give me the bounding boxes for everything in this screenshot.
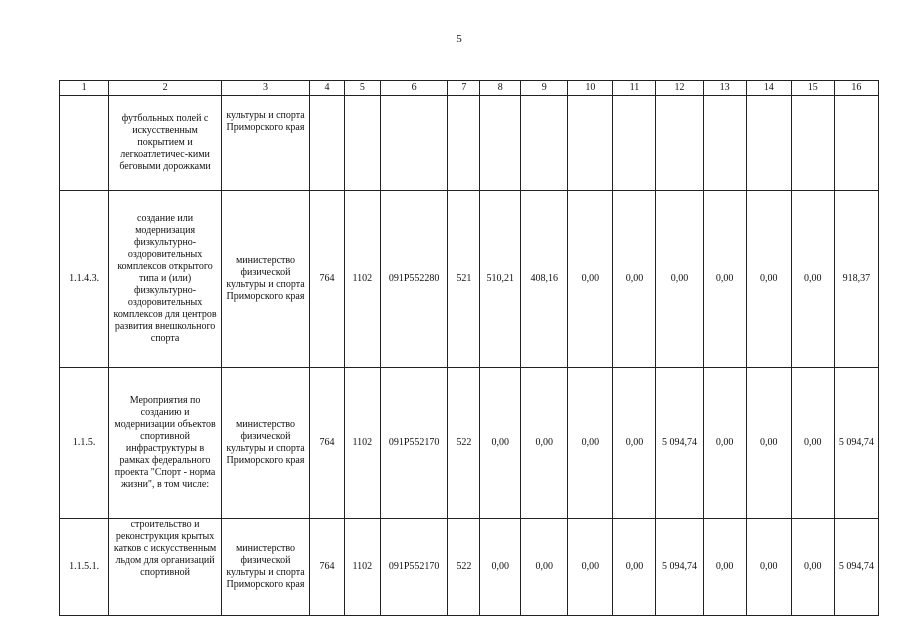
row-number: 1.1.4.3. xyxy=(60,191,109,368)
cell-value: 0,00 xyxy=(791,368,834,519)
measure-name: строительство и реконструкция крытых катков с искусственным льдом для организаций спортивной xyxy=(109,519,222,616)
cell-value xyxy=(791,96,834,191)
row-number: 1.1.5.1. xyxy=(60,519,109,616)
cell-value: 0,00 xyxy=(656,191,703,368)
cell-section xyxy=(344,96,380,191)
cell-value xyxy=(613,96,656,191)
cell-value: 0,00 xyxy=(703,519,746,616)
table-row xyxy=(60,191,879,368)
column-header: 12 xyxy=(656,81,703,96)
cell-grbs: 764 xyxy=(310,191,345,368)
header-row xyxy=(60,81,879,96)
column-header: 16 xyxy=(834,81,878,96)
cell-value xyxy=(568,96,613,191)
column-header: 14 xyxy=(746,81,791,96)
budget-table xyxy=(59,80,879,616)
column-header: 1 xyxy=(60,81,109,96)
cell-section: 1102 xyxy=(344,368,380,519)
cell-value xyxy=(703,96,746,191)
cell-section: 1102 xyxy=(344,191,380,368)
responsible-org: министерство физической культуры и спорта Приморского края xyxy=(221,191,309,368)
cell-value: 510,21 xyxy=(480,191,521,368)
responsible-org: культуры и спорта Приморского края xyxy=(221,96,309,191)
cell-value: 0,00 xyxy=(791,191,834,368)
cell-value: 5 094,74 xyxy=(656,519,703,616)
column-header: 9 xyxy=(521,81,568,96)
cell-target-article xyxy=(380,96,448,191)
cell-value: 0,00 xyxy=(521,368,568,519)
column-header: 15 xyxy=(791,81,834,96)
measure-name: создание или модернизация физкультурно-оздоровительных комплексов открытого типа и (или) физкультурно-оздоровительных комплексов для центров развития внешкольного спорта xyxy=(109,191,222,368)
column-header: 4 xyxy=(310,81,345,96)
cell-expense-type: 522 xyxy=(448,368,480,519)
cell-value: 0,00 xyxy=(613,519,656,616)
cell-target-article: 091P552170 xyxy=(380,519,448,616)
cell-expense-type: 522 xyxy=(448,519,480,616)
cell-value xyxy=(521,96,568,191)
cell-value: 0,00 xyxy=(703,368,746,519)
column-header: 11 xyxy=(613,81,656,96)
cell-value: 0,00 xyxy=(613,191,656,368)
measure-name: футбольных полей с искусственным покрытием и легкоатлетичес-кими беговыми дорожками xyxy=(109,96,222,191)
column-header: 10 xyxy=(568,81,613,96)
cell-total: 918,37 xyxy=(834,191,878,368)
table-row xyxy=(60,519,879,616)
cell-value: 0,00 xyxy=(746,368,791,519)
column-header: 2 xyxy=(109,81,222,96)
cell-target-article: 091P552280 xyxy=(380,191,448,368)
row-number: 1.1.5. xyxy=(60,368,109,519)
cell-value: 0,00 xyxy=(746,519,791,616)
cell-value xyxy=(746,96,791,191)
cell-value xyxy=(480,96,521,191)
measure-name: Мероприятия по созданию и модернизации объектов спортивной инфраструктуры в рамках федерального проекта "Спорт - норма жизни", в том числе: xyxy=(109,368,222,519)
row-number xyxy=(60,96,109,191)
cell-value: 408,16 xyxy=(521,191,568,368)
column-header: 8 xyxy=(480,81,521,96)
column-header: 7 xyxy=(448,81,480,96)
cell-grbs xyxy=(310,96,345,191)
page-number: 5 xyxy=(456,33,462,45)
responsible-org: министерство физической культуры и спорта Приморского края xyxy=(221,519,309,616)
cell-value: 0,00 xyxy=(703,191,746,368)
responsible-org: министерство физической культуры и спорта Приморского края xyxy=(221,368,309,519)
table-row xyxy=(60,96,879,191)
cell-value: 0,00 xyxy=(568,368,613,519)
column-header: 13 xyxy=(703,81,746,96)
column-header: 5 xyxy=(344,81,380,96)
cell-total xyxy=(834,96,878,191)
cell-value: 0,00 xyxy=(568,519,613,616)
table-row xyxy=(60,368,879,519)
cell-grbs: 764 xyxy=(310,519,345,616)
cell-expense-type xyxy=(448,96,480,191)
column-header: 3 xyxy=(221,81,309,96)
cell-value: 0,00 xyxy=(480,519,521,616)
cell-total: 5 094,74 xyxy=(834,519,878,616)
cell-target-article: 091P552170 xyxy=(380,368,448,519)
cell-value: 0,00 xyxy=(791,519,834,616)
cell-value: 0,00 xyxy=(480,368,521,519)
cell-expense-type: 521 xyxy=(448,191,480,368)
cell-value: 0,00 xyxy=(568,191,613,368)
column-header: 6 xyxy=(380,81,448,96)
cell-total: 5 094,74 xyxy=(834,368,878,519)
cell-value: 0,00 xyxy=(613,368,656,519)
cell-value: 5 094,74 xyxy=(656,368,703,519)
cell-value xyxy=(656,96,703,191)
cell-grbs: 764 xyxy=(310,368,345,519)
cell-value: 0,00 xyxy=(521,519,568,616)
cell-section: 1102 xyxy=(344,519,380,616)
cell-value: 0,00 xyxy=(746,191,791,368)
